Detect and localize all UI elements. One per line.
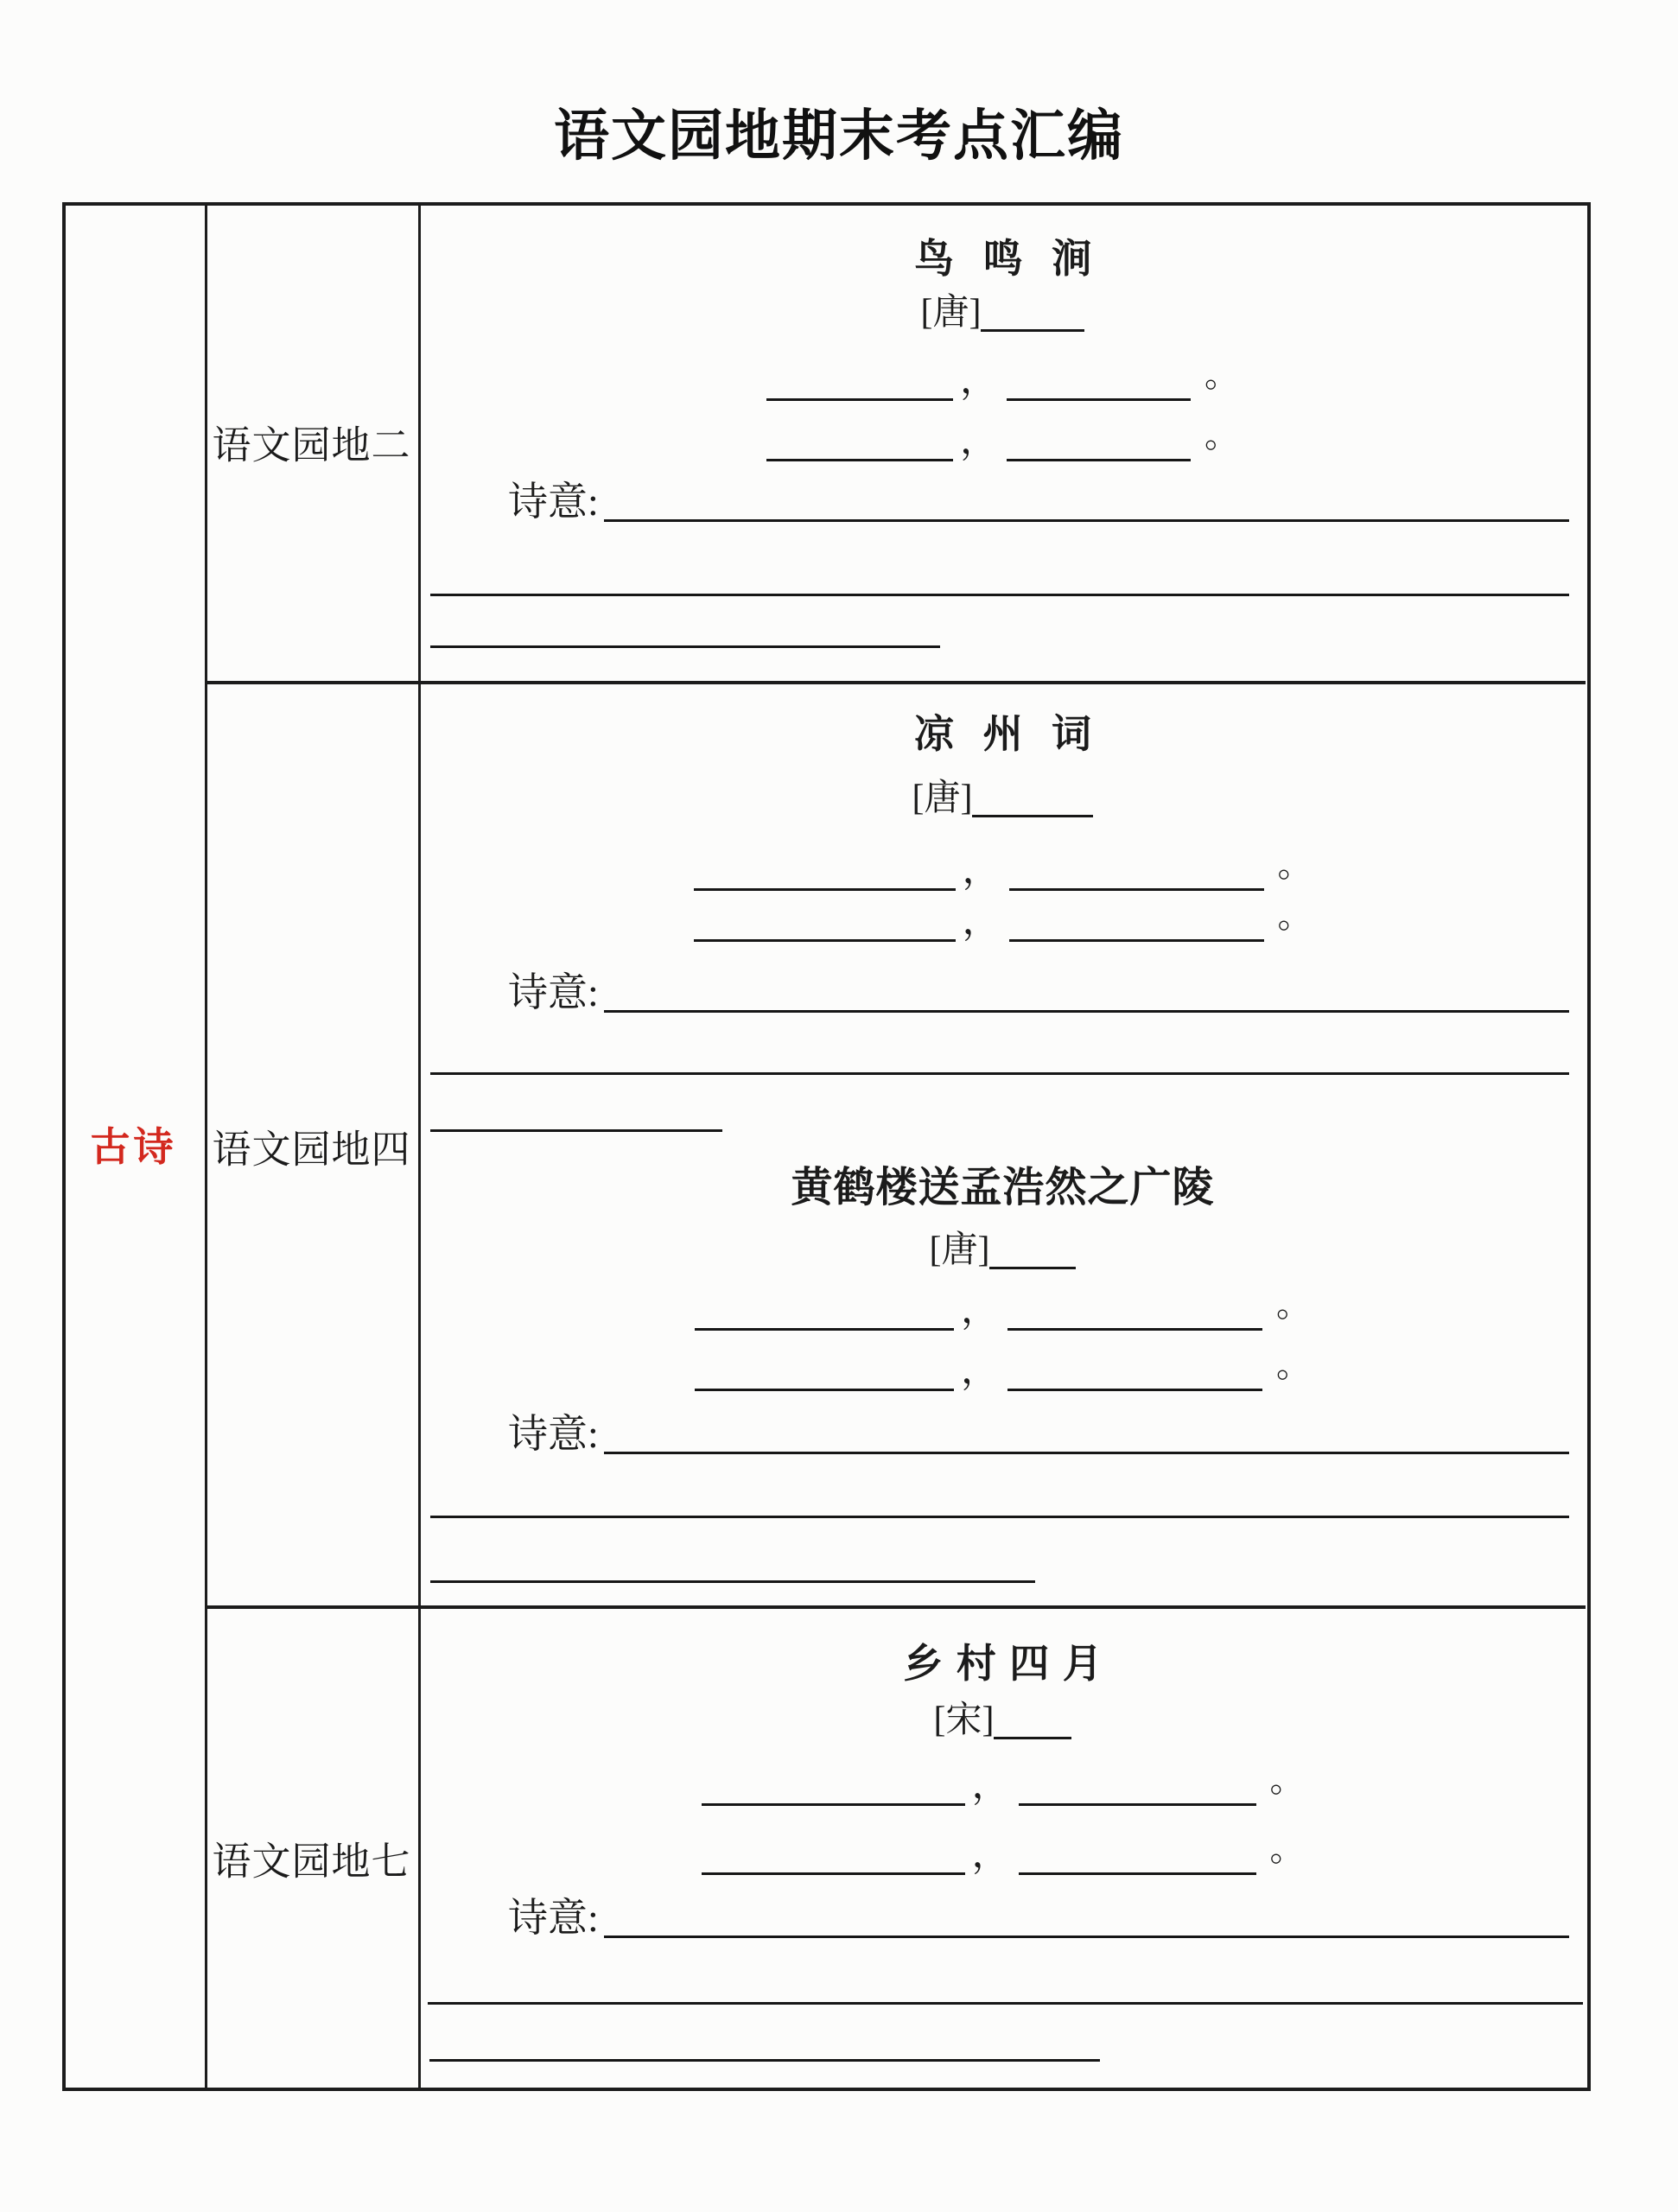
period-glyph: 。 xyxy=(1277,896,1313,935)
verse-answer-blank xyxy=(1009,905,1264,942)
verse-line-1 xyxy=(418,355,1587,401)
meaning-row xyxy=(508,1414,1569,1454)
comma-glyph: ， xyxy=(961,1288,999,1331)
poem-title: 凉 州 词 xyxy=(914,712,1091,756)
unit-label-yuwenyuandi-2: 语文园地二 xyxy=(212,423,411,467)
period-glyph: 。 xyxy=(1269,1760,1305,1799)
author-answer-blank xyxy=(989,1258,1076,1269)
answer-line xyxy=(430,1129,722,1132)
meaning-label: 诗意: xyxy=(508,480,599,524)
poem-author-row xyxy=(418,290,1587,332)
poem-title: 鸟 鸣 涧 xyxy=(914,237,1091,281)
poem-author-row xyxy=(418,776,1587,817)
answer-line xyxy=(429,2059,1100,2062)
poem-author-row xyxy=(418,1228,1587,1269)
dynasty-label: [宋] xyxy=(933,1700,995,1740)
answer-line xyxy=(430,1580,1035,1583)
verse-answer-blank xyxy=(1007,424,1191,461)
answer-line xyxy=(430,1516,1569,1518)
verse-answer-blank xyxy=(766,424,953,461)
verse-line-1 xyxy=(418,845,1587,891)
meaning-row xyxy=(508,1898,1569,1938)
unit-label-yuwenyuandi-4: 语文园地四 xyxy=(212,1128,411,1172)
page-title: 语文园地期末考点汇编 xyxy=(554,105,1124,167)
verse-answer-blank xyxy=(1007,1354,1262,1391)
author-answer-blank xyxy=(994,1728,1071,1739)
comma-glyph: ， xyxy=(960,359,998,401)
verse-answer-blank xyxy=(695,1294,954,1331)
comma-glyph: ， xyxy=(971,1764,1010,1806)
verse-answer-blank xyxy=(702,1838,965,1875)
period-glyph: 。 xyxy=(1204,355,1239,394)
verse-line-1 xyxy=(418,1760,1587,1806)
poem-author-row xyxy=(418,1698,1587,1739)
comma-glyph: ， xyxy=(962,899,1001,942)
meaning-answer-blank xyxy=(604,1000,1569,1013)
answer-line xyxy=(430,594,1569,596)
verse-answer-blank xyxy=(1019,1769,1256,1806)
verse-answer-blank xyxy=(1007,364,1191,401)
verse-answer-blank xyxy=(694,854,956,891)
answer-line xyxy=(428,2002,1583,2005)
poem-title: 乡 村 四 月 xyxy=(903,1642,1103,1686)
row-divider-2 xyxy=(205,1605,1586,1609)
verse-line-2 xyxy=(418,896,1587,942)
dynasty-label: [唐] xyxy=(920,293,982,333)
meaning-answer-blank xyxy=(604,509,1569,522)
verse-answer-blank xyxy=(1007,1294,1262,1331)
meaning-label: 诗意: xyxy=(508,1896,599,1940)
category-label-gushi: 古诗 xyxy=(90,1125,177,1169)
comma-glyph: ， xyxy=(962,849,1001,891)
verse-answer-blank xyxy=(702,1769,965,1806)
period-glyph: 。 xyxy=(1269,1829,1305,1868)
answer-line xyxy=(430,645,940,648)
period-glyph: 。 xyxy=(1276,1285,1311,1324)
meaning-row xyxy=(508,482,1569,522)
answer-line xyxy=(430,1072,1569,1075)
verse-answer-blank xyxy=(695,1354,954,1391)
verse-answer-blank xyxy=(766,364,953,401)
row-divider-1 xyxy=(205,681,1586,684)
meaning-label: 诗意: xyxy=(508,1412,599,1456)
period-glyph: 。 xyxy=(1204,416,1239,454)
unit-label-yuwenyuandi-7: 语文园地七 xyxy=(212,1840,411,1884)
author-answer-blank xyxy=(981,321,1084,332)
verse-answer-blank xyxy=(1019,1838,1256,1875)
meaning-label: 诗意: xyxy=(508,970,599,1014)
comma-glyph: ， xyxy=(961,1349,999,1391)
poem-title: 黄鹤楼送孟浩然之广陵 xyxy=(791,1165,1215,1211)
dynasty-label: [唐] xyxy=(929,1230,990,1270)
verse-answer-blank xyxy=(1009,854,1264,891)
verse-line-2 xyxy=(418,1829,1587,1875)
dynasty-label: [唐] xyxy=(912,779,973,818)
verse-line-2 xyxy=(418,416,1587,461)
meaning-answer-blank xyxy=(604,1441,1569,1454)
meaning-row xyxy=(508,970,1569,1014)
meaning-answer-blank xyxy=(604,1925,1569,1938)
verse-answer-blank xyxy=(694,905,956,942)
verse-line-2 xyxy=(418,1345,1587,1391)
period-glyph: 。 xyxy=(1277,845,1313,884)
verse-line-1 xyxy=(418,1285,1587,1331)
period-glyph: 。 xyxy=(1276,1345,1311,1384)
author-answer-blank xyxy=(972,806,1093,817)
comma-glyph: ， xyxy=(971,1833,1010,1875)
comma-glyph: ， xyxy=(960,419,998,461)
